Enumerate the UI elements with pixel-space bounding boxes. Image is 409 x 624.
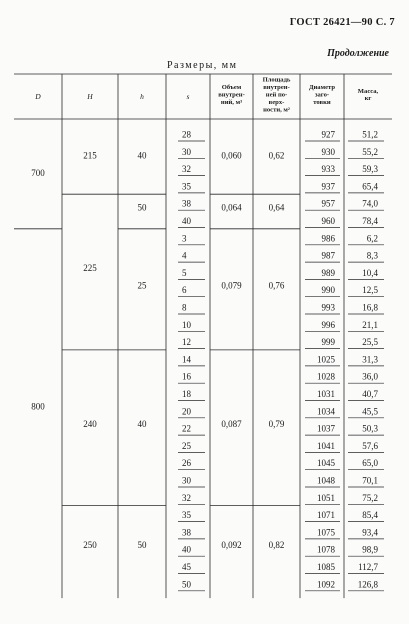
cell-mass-value: 55,2 (362, 146, 378, 157)
cell-mass-value: 75,2 (362, 492, 378, 503)
cell-s-value: 18 (182, 389, 191, 399)
cell-mass-value: 25,5 (362, 337, 378, 348)
cell-mass-value: 65,0 (362, 458, 378, 469)
cell-mass-value: 16,8 (362, 302, 378, 313)
cell-volume-value: 0,060 (221, 150, 242, 161)
column-header-d: D (35, 92, 41, 101)
column-header-mass: кг (364, 95, 372, 103)
cell-diameter-value: 1037 (317, 423, 335, 434)
cell-diameter-value: 1028 (317, 371, 335, 382)
column-header-area: верх- (268, 98, 285, 106)
cell-mass-value: 126,8 (357, 579, 378, 590)
cell-s-value: 28 (182, 129, 191, 140)
cell-H-value: 225 (83, 263, 97, 274)
cell-h-value: 40 (137, 418, 147, 429)
cell-mass-value: 70,1 (362, 475, 378, 486)
cell-diameter-value: 930 (321, 146, 335, 157)
cell-s-value: 3 (182, 233, 187, 244)
cell-volume-value: 0,087 (221, 418, 242, 429)
cell-mass-value: 21,1 (362, 319, 378, 330)
cell-diameter-value: 1051 (317, 492, 335, 503)
cell-mass-value: 50,3 (362, 423, 378, 434)
cell-s-value: 40 (182, 544, 191, 555)
cell-mass-value: 10,4 (362, 267, 378, 278)
cell-s-value: 10 (182, 319, 191, 330)
cell-area-value: 0,79 (268, 418, 285, 429)
cell-s-value: 30 (182, 146, 191, 157)
cell-s-value: 5 (182, 267, 187, 278)
cell-diameter-value: 957 (321, 198, 335, 209)
cell-mass-value: 36,0 (362, 371, 378, 382)
column-header-h: h (140, 92, 144, 101)
column-header-diameter: Диаметр (308, 84, 336, 92)
cell-diameter-value: 999 (321, 337, 335, 348)
document-header: ГОСТ 26421—90 С. 7 (289, 17, 395, 28)
column-header-volume: ний, м³ (220, 98, 243, 106)
column-header-volume: Объем (221, 84, 242, 92)
cell-s-value: 6 (182, 285, 187, 296)
cell-mass-value: 6,2 (366, 233, 378, 244)
cell-volume-value: 0,064 (221, 202, 242, 213)
cell-diameter-value: 986 (321, 233, 335, 244)
cell-s-value: 16 (182, 371, 191, 382)
column-header-area: внутрен- (263, 84, 290, 92)
cell-diameter-value: 987 (321, 250, 335, 261)
cell-area-value: 0,76 (268, 280, 285, 291)
cell-mass-value: 40,7 (362, 389, 378, 399)
cell-area-value: 0,82 (268, 539, 285, 550)
cell-diameter-value: 1085 (317, 562, 335, 572)
cell-s-value: 20 (182, 406, 191, 417)
cell-diameter-value: 937 (321, 181, 335, 192)
cell-diameter-value: 1034 (317, 406, 335, 417)
column-header-diameter: товки (313, 98, 331, 106)
column-header-area: Площадь (262, 76, 291, 84)
cell-s-value: 35 (182, 181, 191, 192)
cell-volume-value: 0,079 (221, 280, 242, 291)
cell-mass-value: 59,3 (362, 164, 378, 175)
cell-s-value: 22 (182, 423, 191, 434)
cell-H-value: 240 (83, 418, 97, 429)
cell-h-value: 50 (137, 202, 147, 213)
cell-s-value: 40 (182, 216, 191, 226)
cell-s-value: 12 (182, 337, 191, 348)
cell-diameter-value: 989 (321, 267, 335, 278)
cell-h-value: 25 (137, 280, 147, 291)
cell-volume-value: 0,092 (221, 539, 242, 550)
column-header-diameter: заго- (314, 91, 330, 99)
cell-mass-value: 12,5 (362, 285, 378, 296)
continuation-label: Продолжение (327, 48, 389, 59)
cell-h-value: 40 (137, 150, 147, 161)
cell-s-value: 8 (182, 302, 187, 313)
cell-diameter-value: 990 (321, 285, 335, 296)
cell-s-value: 14 (182, 354, 191, 365)
cell-s-value: 50 (182, 579, 191, 590)
cell-mass-value: 85,4 (362, 510, 378, 521)
cell-area-value: 0,64 (268, 202, 285, 213)
cell-diameter-value: 993 (321, 302, 335, 313)
cell-s-value: 38 (182, 198, 191, 209)
cell-diameter-value: 1025 (317, 354, 335, 365)
cell-mass-value: 51,2 (362, 129, 378, 140)
cell-mass-value: 31,3 (362, 354, 378, 365)
cell-diameter-value: 1045 (317, 458, 335, 469)
cell-s-value: 35 (182, 510, 191, 521)
cell-mass-value: 78,4 (362, 216, 378, 226)
cell-mass-value: 45,5 (362, 406, 378, 417)
sizes-caption: Размеры, мм (167, 60, 238, 71)
cell-D-value: 700 (31, 167, 45, 178)
cell-s-value: 38 (182, 527, 191, 538)
cell-diameter-value: 933 (321, 164, 335, 175)
cell-s-value: 45 (182, 562, 191, 572)
column-header-s: s (186, 92, 190, 101)
cell-area-value: 0,62 (268, 150, 285, 161)
cell-s-value: 25 (182, 440, 191, 451)
cell-D-value: 800 (31, 401, 45, 412)
column-header-area: ней по- (265, 91, 288, 99)
cell-mass-value: 65,4 (362, 181, 378, 192)
column-header-volume: внутрен- (218, 91, 245, 99)
cell-diameter-value: 1048 (317, 475, 335, 486)
cell-diameter-value: 996 (321, 319, 335, 330)
cell-mass-value: 8,3 (366, 250, 378, 261)
cell-H-value: 250 (83, 539, 97, 550)
cell-s-value: 32 (182, 164, 191, 175)
cell-mass-value: 74,0 (362, 198, 378, 209)
cell-diameter-value: 1078 (317, 544, 335, 555)
cell-diameter-value: 1092 (317, 579, 335, 590)
cell-h-value: 50 (137, 539, 147, 550)
cell-H-value: 215 (83, 150, 97, 161)
cell-mass-value: 98,9 (362, 544, 378, 555)
cell-s-value: 32 (182, 492, 191, 503)
cell-mass-value: 57,6 (362, 440, 378, 451)
cell-diameter-value: 927 (321, 129, 335, 140)
column-header-area: ности, м² (263, 106, 290, 114)
cell-s-value: 26 (182, 458, 191, 469)
cell-s-value: 30 (182, 475, 191, 486)
column-header-h: H (87, 92, 93, 101)
cell-diameter-value: 960 (321, 216, 335, 226)
column-header-mass: Масса, (357, 87, 379, 95)
cell-s-value: 4 (182, 250, 187, 261)
cell-mass-value: 93,4 (362, 527, 378, 538)
cell-diameter-value: 1031 (317, 389, 335, 399)
cell-diameter-value: 1071 (317, 510, 335, 521)
cell-diameter-value: 1041 (317, 440, 335, 451)
cell-diameter-value: 1075 (317, 527, 335, 538)
cell-mass-value: 112,7 (358, 562, 378, 572)
